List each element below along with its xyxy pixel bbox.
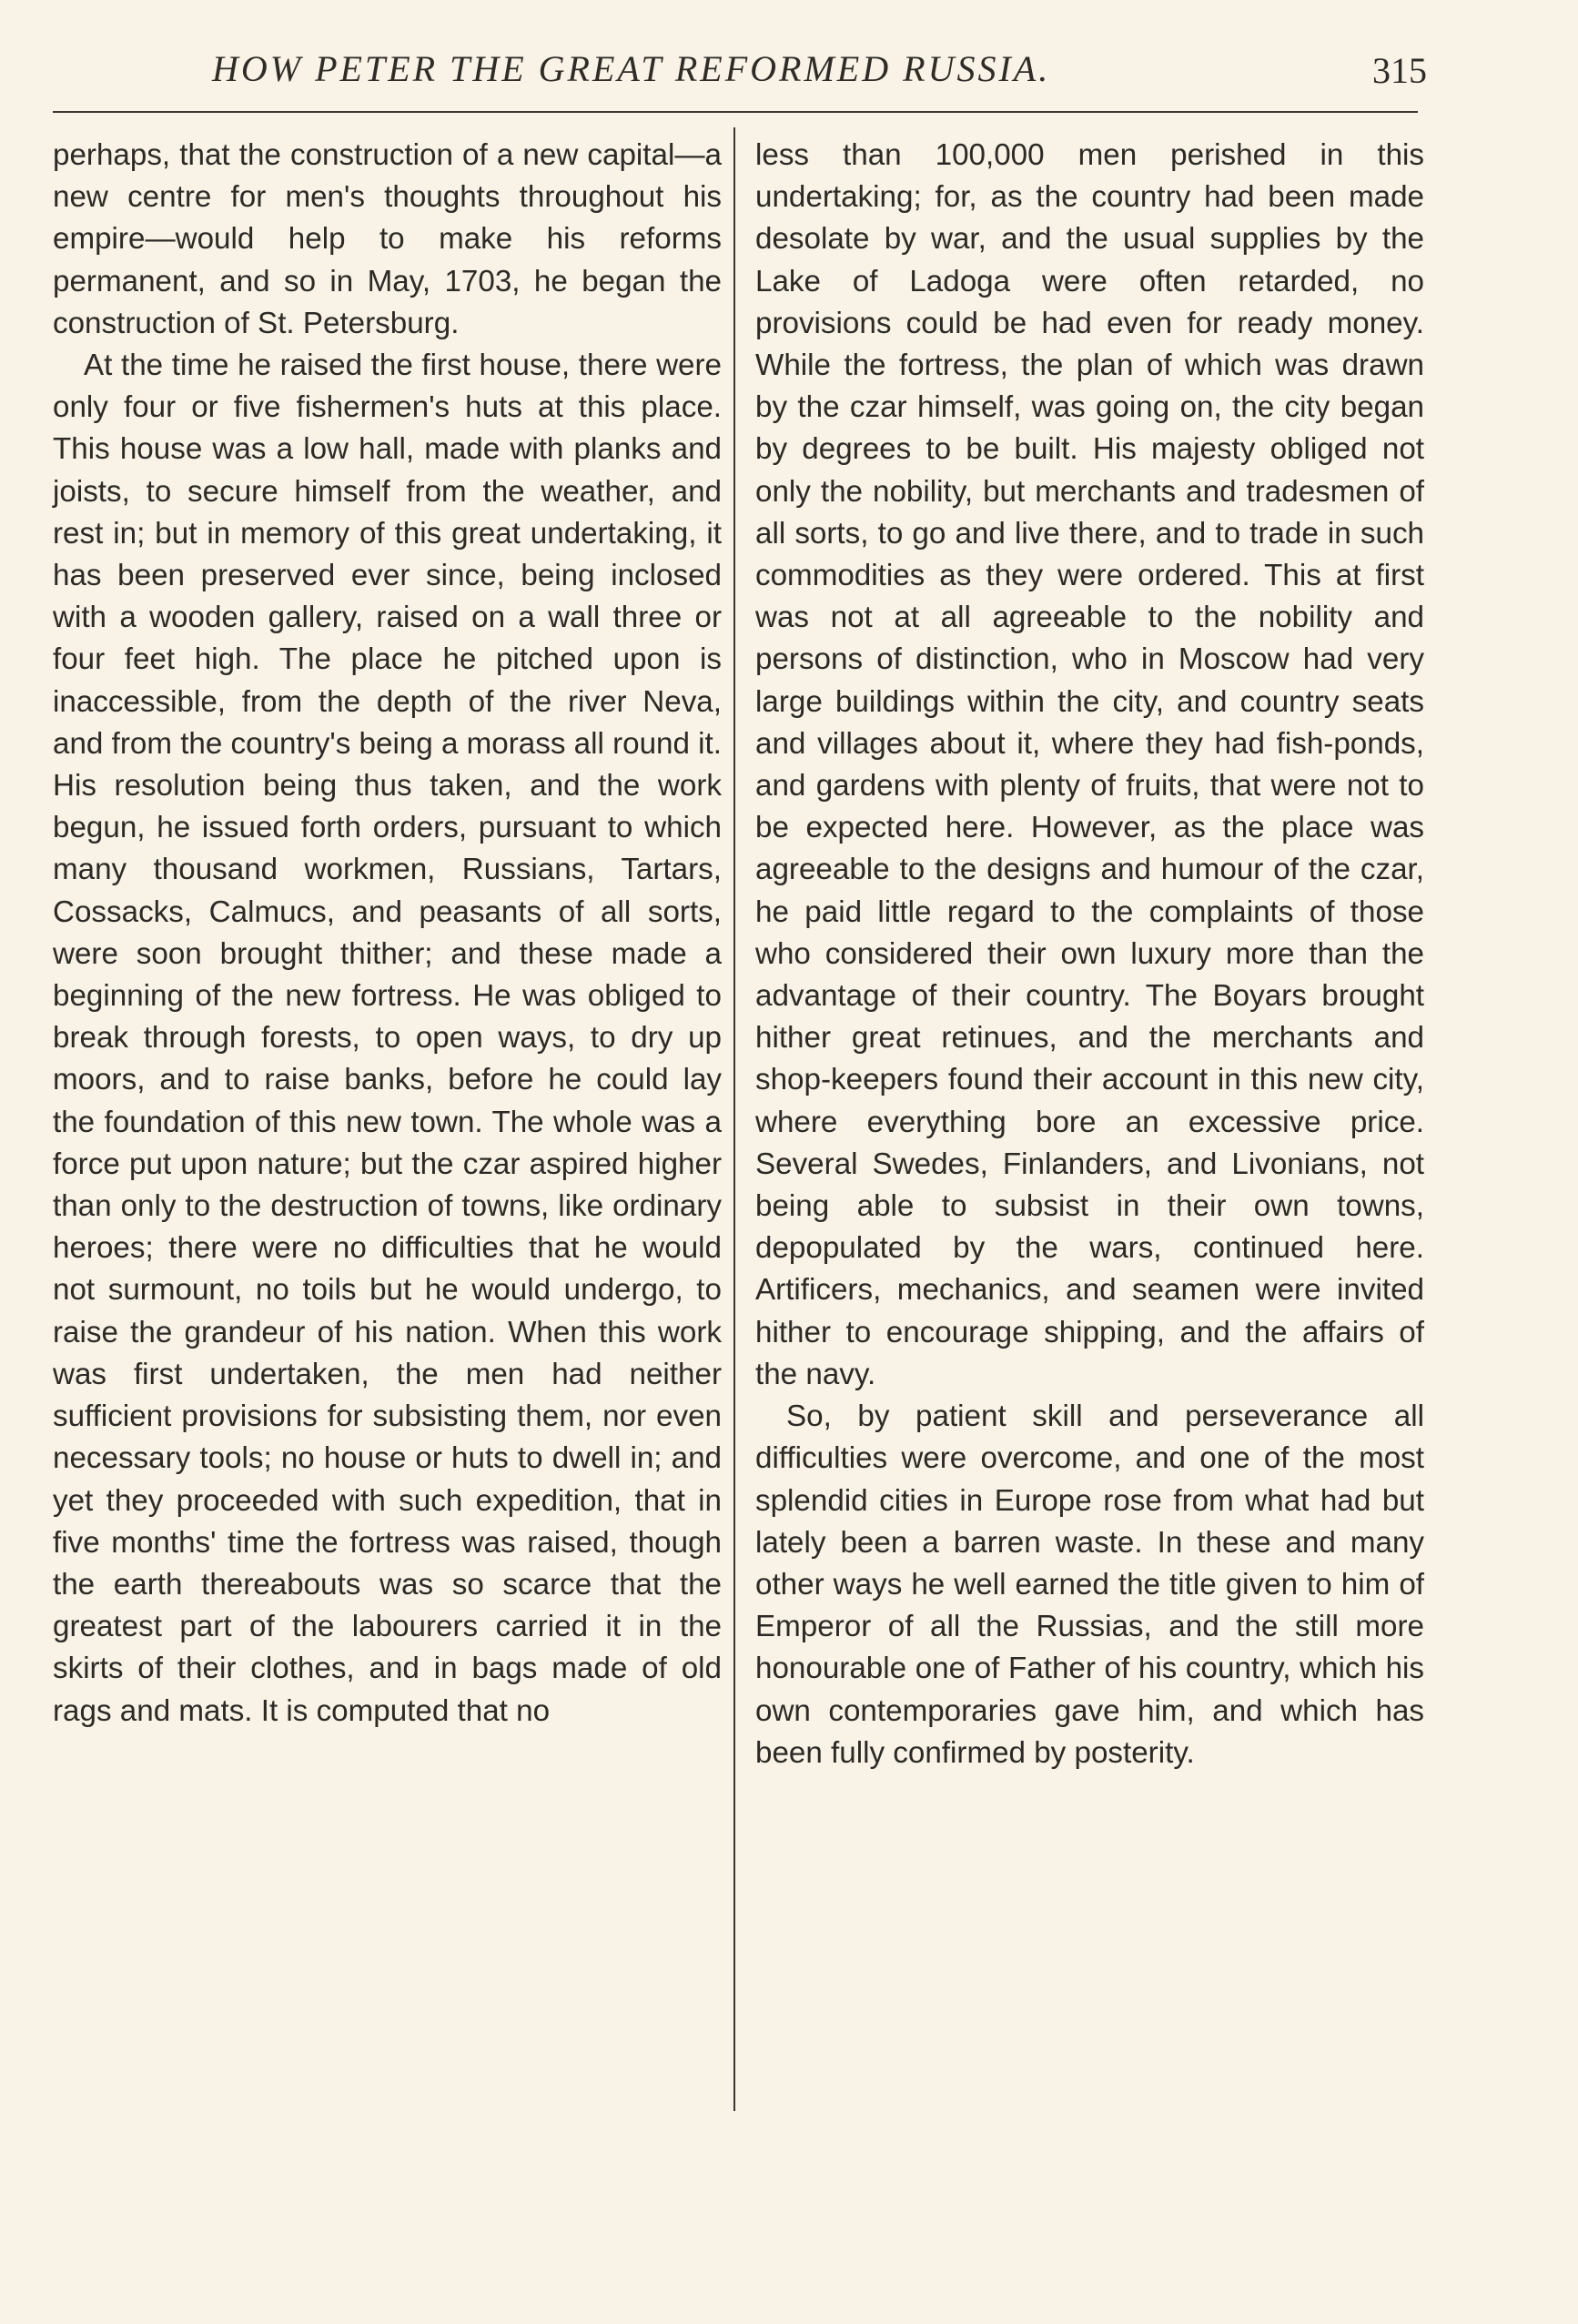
paragraph: So, by patient skill and perseverance all difficulties were overcome, and one of the most splendid cities in Europe rose from what had but lately been a barren waste. In these and many other ways he well earned the title given to him of Emperor of all the Russias, and the still more honourable one of Father of his country, which his own contemporaries gave him, and which has been fully confirmed by posterity. xyxy=(755,1399,1424,1770)
running-title: HOW PETER THE GREAT REFORMED RUSSIA. xyxy=(212,48,1051,89)
paragraph: less than 100,000 men perished in this undertaking; for, as the country had been made desolate by war, and the usual supplies by the Lake of Ladoga were often retarded, no provisions could be had even for ready money. While the fortress, the plan of which was drawn by the czar himself, was going on, the city began by degrees to be built. His majesty obliged not only the nobility, but merchants and tradesmen of all sorts, to go and live there, and to trade in such commodities as they were ordered. This at first was not at all agreeable to the nobility and persons of distinction, who in Moscow had very large buildings within the city, and country seats and villages about it, where they had fish-ponds, and gardens with plenty of fruits, that were not to be expected here. However, as the place was agreeable to the designs and humour of the czar, he paid little regard to the complaints of those who considered their own luxury more than the advantage of their country. The Boyars brought hither great retinues, and the merchants and shop-keepers found their account in this new city, where everything bore an excessive price. Several Swedes, Finlanders, and Livonians, not being able to subsist in their own towns, depopulated by the wars, continued here. Artificers, mechanics, and seamen were invited hither to encourage shipping, and the affairs of the navy. xyxy=(755,138,1424,1391)
page-header xyxy=(53,35,1427,98)
page-number: 315 xyxy=(1372,50,1427,91)
column-divider xyxy=(733,127,735,2111)
right-column xyxy=(755,135,1424,1774)
header-rule xyxy=(53,111,1418,113)
paragraph: perhaps, that the construction of a new capital—a new centre for men's thoughts throughout his empire—would help to make his reforms permanent, and so in May, 1703, he began the construction of St. Petersburg. xyxy=(53,138,722,340)
left-column xyxy=(53,135,722,1733)
paragraph: At the time he raised the first house, there were only four or five fishermen's huts at this place. This house was a low hall, made with planks and joists, to secure himself from the weather, and rest in; but in memory of this great undertaking, it has been preserved ever since, being inclosed with a wooden gallery, raised on a wall three or four feet high. The place he pitched upon is inaccessible, from the depth of the river Neva, and from the country's being a morass all round it. His resolution being thus taken, and the work begun, he issued forth orders, pursuant to which many thousand workmen, Russians, Tartars, Cossacks, Calmucs, and peasants of all sorts, were soon brought thither; and these made a beginning of the new fortress. He was obliged to break through forests, to open ways, to dry up moors, and to raise banks, before he could lay the foundation of this new town. The whole was a force put upon nature; but the czar aspired higher than only to the destruction of towns, like ordinary heroes; there were no difficulties that he would not surmount, no toils but he would undergo, to raise the grandeur of his nation. When this work was first undertaken, the men had neither sufficient provisions for subsisting them, nor even necessary tools; no house or huts to dwell in; and yet they proceeded with such expedition, that in five months' time the fortress was raised, though the earth thereabouts was so scarce that the greatest part of the labourers carried it in the skirts of their clothes, and in bags made of old rags and mats. It is computed that no xyxy=(53,349,722,1728)
